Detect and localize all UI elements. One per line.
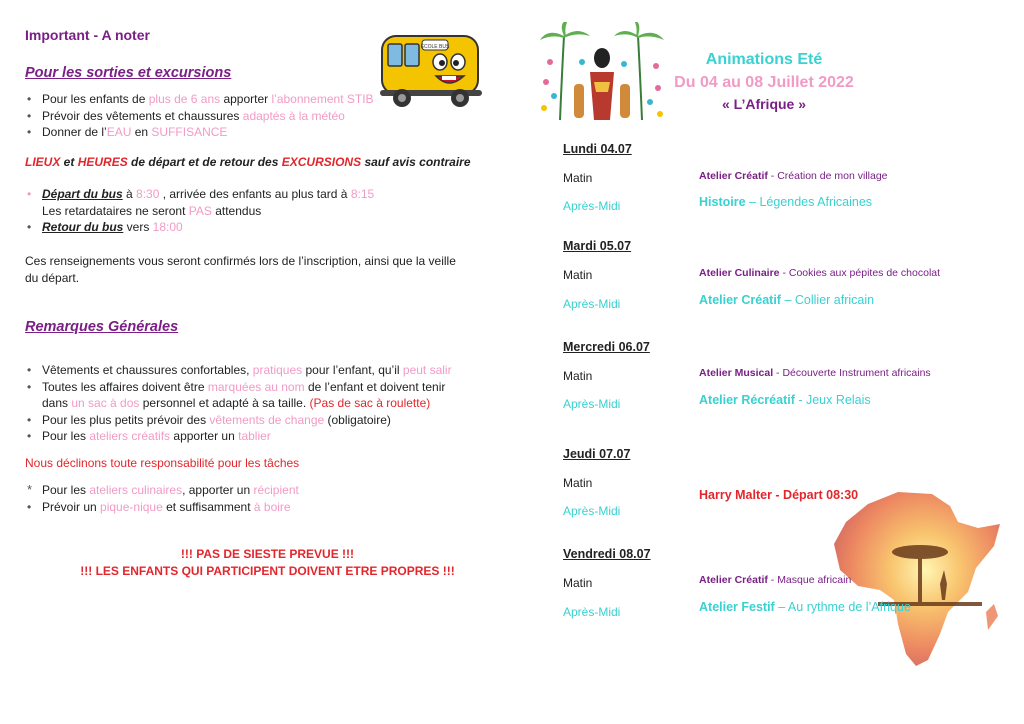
activity-excursion: Harry Malter - Départ 08:30	[699, 488, 859, 502]
list-item: • Départ du bus à 8:30 , arrivée des enfants au plus tard à 8:15 Les retardataires ne seront PAS attendus	[25, 186, 465, 219]
important-heading: Important - A noter	[25, 27, 150, 43]
day-title-mercredi: Mercredi 06.07	[563, 340, 650, 354]
slot-matin: Matin	[563, 476, 593, 490]
day-title-lundi: Lundi 04.07	[563, 142, 632, 156]
program-theme: « L’Afrique »	[721, 96, 807, 112]
activity-afternoon: Atelier Créatif – Collier africain	[699, 293, 875, 307]
slot-apres-midi: Après-Midi	[563, 504, 621, 518]
list-item: • Pour les enfants de plus de 6 ans apporter l’abonnement STIB	[25, 91, 405, 108]
list-item: • Prévoir des vêtements et chaussures adaptés à la météo	[25, 108, 405, 125]
slot-apres-midi: Après-Midi	[563, 297, 621, 311]
lieux-heures-line: LIEUX et HEURES de départ et de retour des EXCURSIONS sauf avis contraire	[25, 155, 471, 169]
confirmation-text: Ces renseignements vous seront confirmés lors de l’inscription, ainsi que la veille du départ.	[25, 254, 456, 285]
bus-list	[25, 186, 465, 236]
day-title-vendredi: Vendredi 08.07	[563, 547, 651, 561]
list-item: • Donner de l’EAU en SUFFISANCE	[25, 124, 405, 141]
list-item: • Vêtements et chaussures confortables, pratiques pour l’enfant, qu’il peut salir	[25, 362, 495, 379]
day-title-jeudi: Jeudi 07.07	[563, 447, 631, 461]
list-item: • Pour les plus petits prévoir des vêtements de change (obligatoire)	[25, 412, 495, 429]
remarques-list	[25, 362, 495, 445]
slot-apres-midi: Après-Midi	[563, 397, 621, 411]
activity-afternoon: Atelier Festif – Au rythme de l’Afrique	[699, 600, 911, 614]
activity-afternoon: Atelier Récréatif - Jeux Relais	[699, 393, 871, 407]
list-item: • Prévoir un pique-nique et suffisamment à boire	[25, 499, 495, 516]
sieste-warning: !!! PAS DE SIESTE PREVUE !!! !!! LES ENFANTS QUI PARTICIPENT DOIVENT ETRE PROPRES !!!	[80, 547, 455, 578]
sorties-list	[25, 91, 405, 141]
activity-morning: Atelier Créatif - Masque africain	[699, 574, 852, 586]
day-title-mardi: Mardi 05.07	[563, 239, 632, 253]
remarques-title: Remarques Générales	[25, 319, 179, 335]
slot-matin: Matin	[563, 369, 593, 383]
list-item: • Toutes les affaires doivent être marquées au nom de l’enfant et doivent tenir dans un sac à dos personnel et adapté à sa taille. (Pas de sac à roulette)	[25, 379, 495, 412]
slot-apres-midi: Après-Midi	[563, 605, 621, 619]
extras-list	[25, 482, 495, 515]
slot-matin: Matin	[563, 268, 593, 282]
bus-sign: ÉCOLE BUS	[420, 44, 450, 50]
activity-morning: Atelier Culinaire - Cookies aux pépites de chocolat	[699, 267, 941, 279]
africa-map-illustration	[828, 484, 1006, 670]
activity-morning: Atelier Créatif - Création de mon village	[699, 170, 888, 182]
slot-matin: Matin	[563, 576, 593, 590]
list-item: * Pour les ateliers culinaires, apporter un récipient	[25, 482, 495, 499]
activity-morning: Atelier Musical - Découverte Instrument africains	[699, 367, 931, 379]
list-item: • Retour du bus vers 18:00	[25, 219, 465, 236]
program-title: Animations Eté	[705, 51, 823, 68]
slot-apres-midi: Après-Midi	[563, 199, 621, 213]
responsabilite-text: Nous déclinons toute responsabilité pour les tâches	[25, 456, 300, 470]
list-item: • Pour les ateliers créatifs apporter un tablier	[25, 428, 495, 445]
slot-matin: Matin	[563, 171, 593, 185]
activity-afternoon: Histoire – Légendes Africaines	[699, 195, 873, 209]
sorties-title: Pour les sorties et excursions	[25, 65, 232, 81]
program-dates: Du 04 au 08 Juillet 2022	[674, 74, 854, 91]
